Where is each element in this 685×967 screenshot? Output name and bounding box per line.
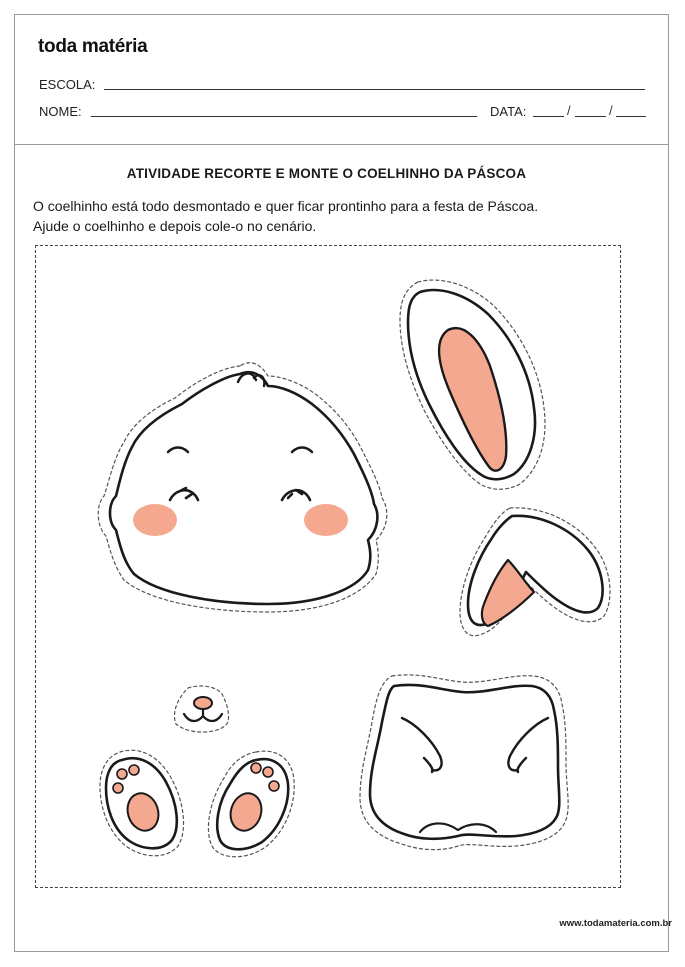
- nome-label: NOME:: [39, 104, 82, 119]
- bunny-ear-upright[interactable]: [400, 280, 545, 489]
- bunny-body[interactable]: [360, 675, 568, 850]
- escola-label: ESCOLA:: [39, 77, 96, 92]
- activity-title: ATIVIDADE RECORTE E MONTE O COELHINHO DA PÁSCOA: [126, 166, 527, 181]
- bunny-foot-left[interactable]: [100, 750, 184, 855]
- footer-url: www.todamateria.com.br: [559, 918, 672, 929]
- cheek-right: [304, 504, 348, 536]
- bunny-head[interactable]: [98, 363, 387, 612]
- instructions-line-1: O coelhinho está todo desmontado e quer ficar prontinho para a festa de Páscoa.: [33, 198, 539, 214]
- brand-logo: toda matéria: [38, 36, 148, 57]
- bunny-foot-right[interactable]: [208, 751, 294, 857]
- date-separator: /: [567, 103, 571, 118]
- bunny-ear-folded[interactable]: [460, 508, 610, 636]
- cheek-left: [133, 504, 177, 536]
- bunny-nose-mouth[interactable]: [175, 686, 229, 732]
- date-separator: /: [609, 103, 613, 118]
- instructions-line-2: Ajude o coelhinho e depois cole-o no cenário.: [33, 218, 317, 234]
- data-label: DATA:: [490, 104, 527, 119]
